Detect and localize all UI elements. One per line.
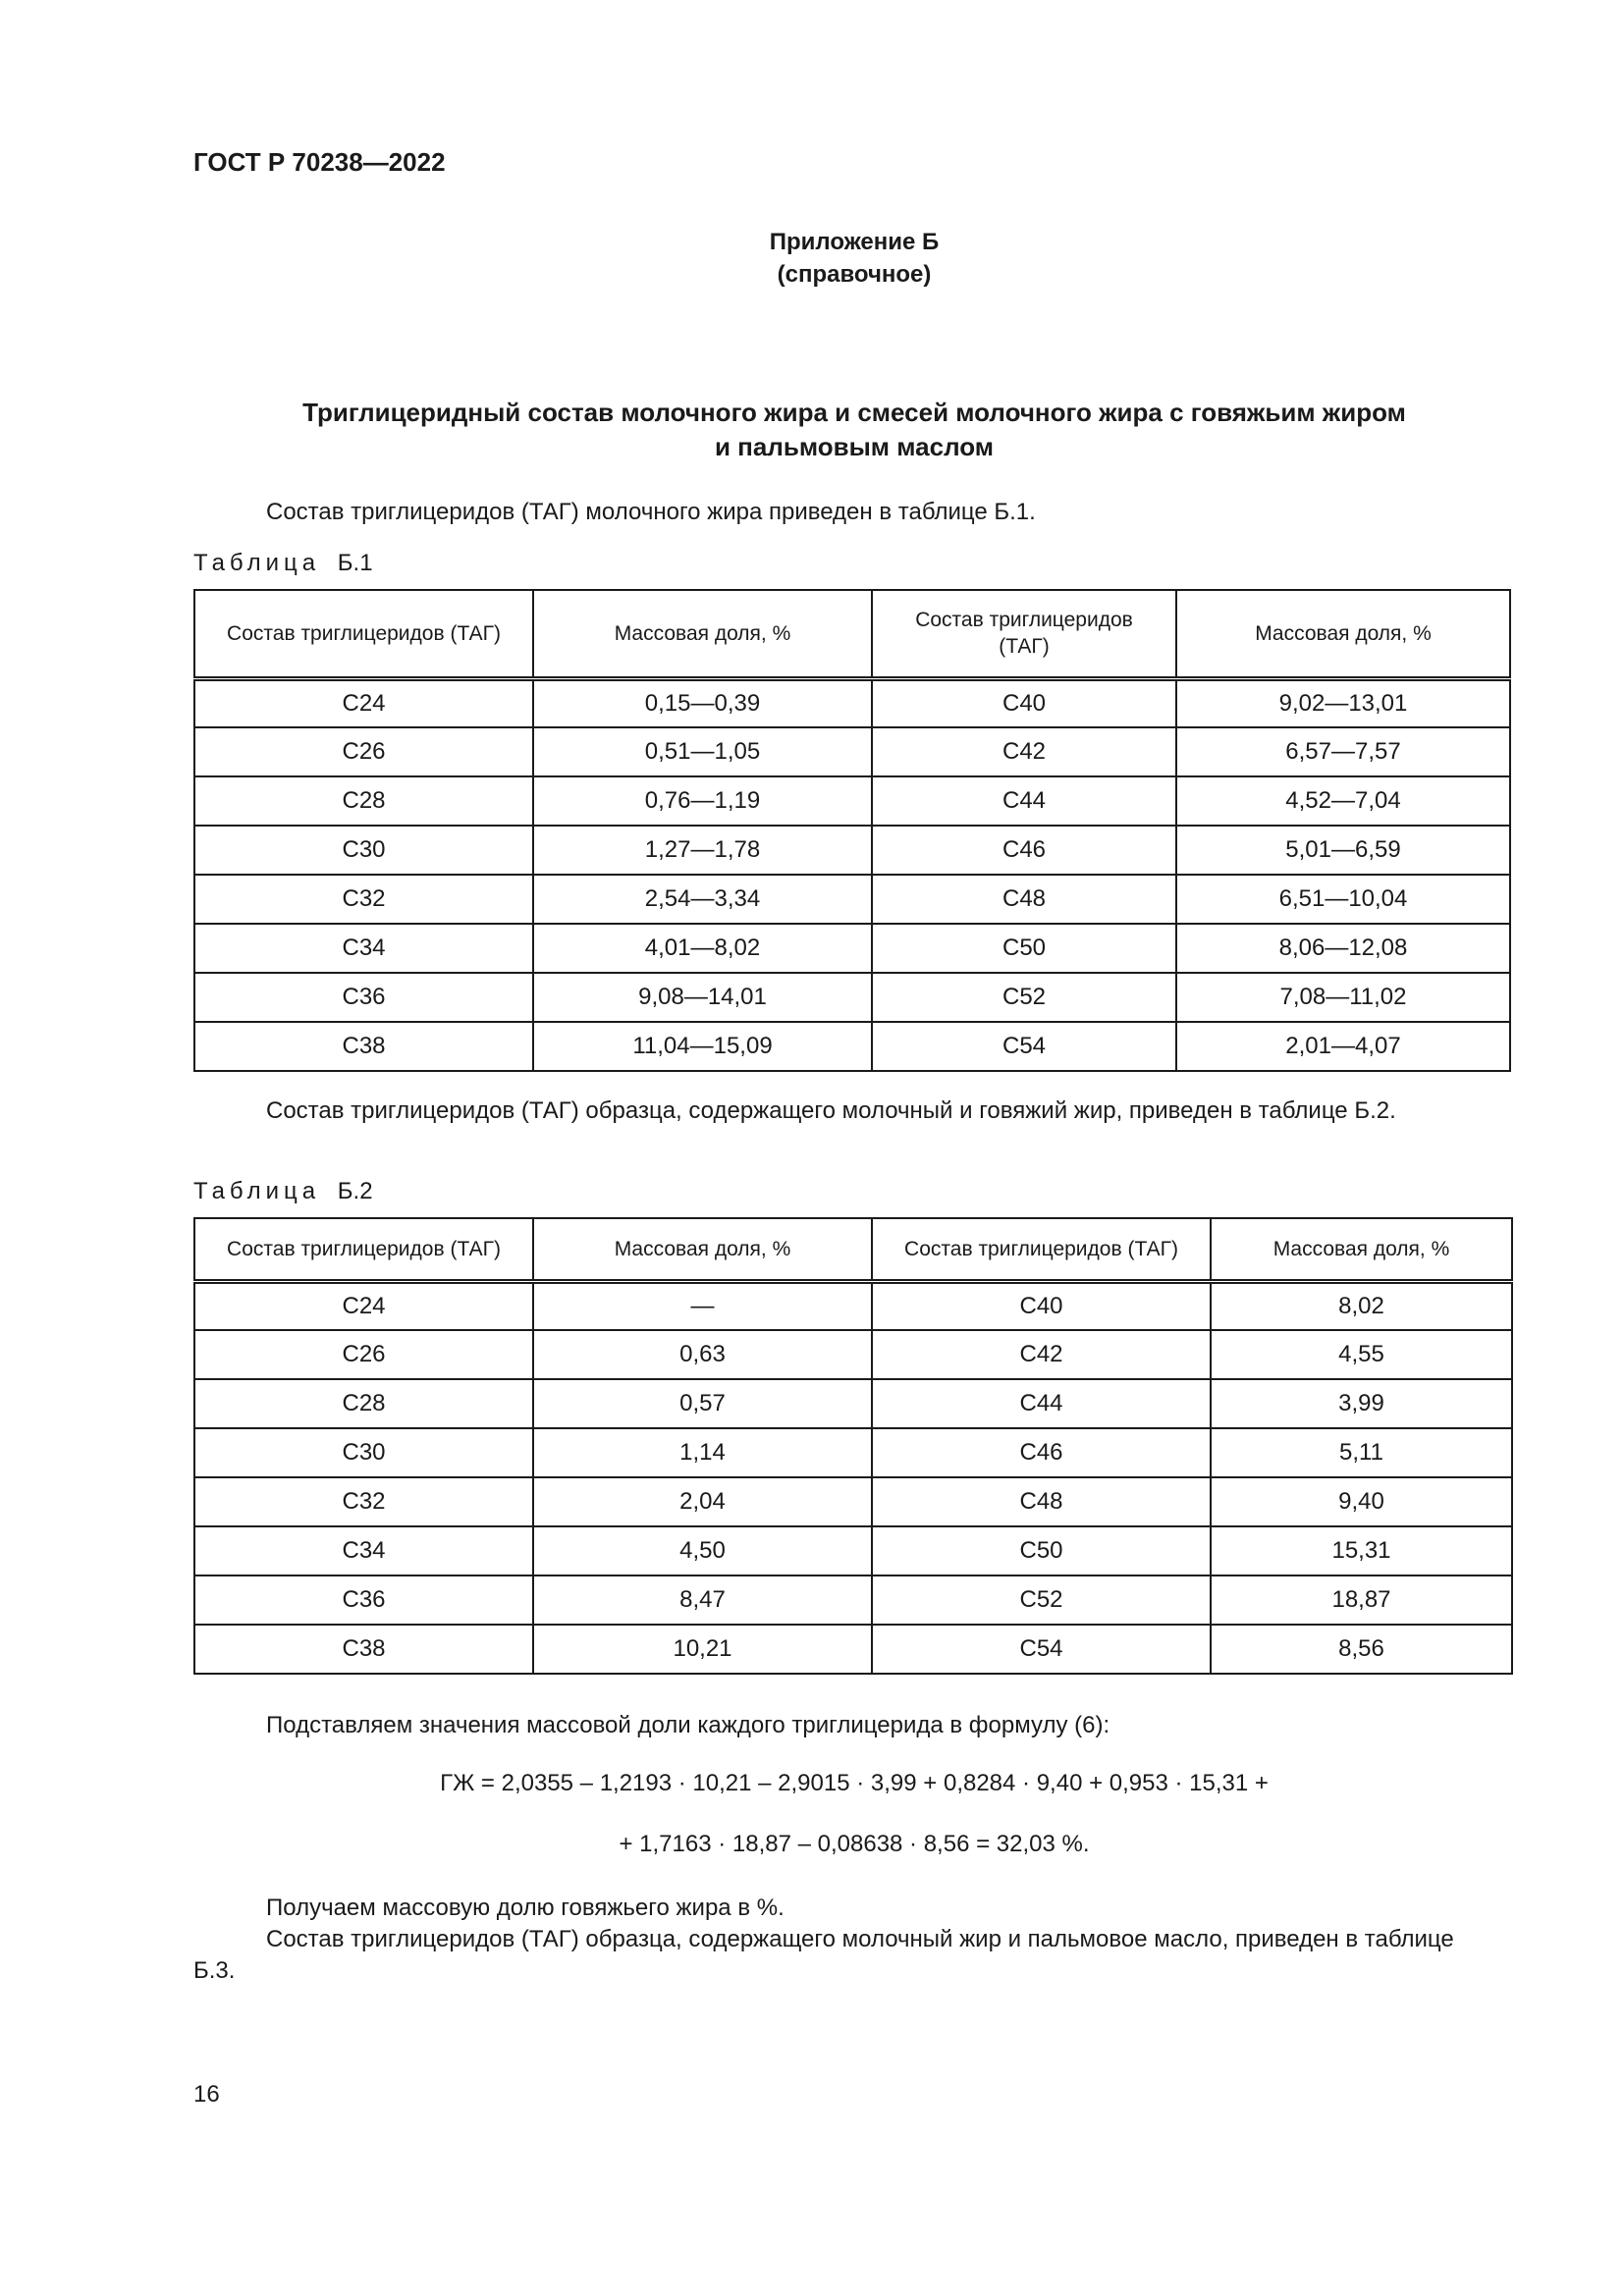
formula-intro: Подставляем значения массовой доли каждого триглицерида в формулу (6): bbox=[266, 1712, 1110, 1738]
table-cell: C28 bbox=[194, 1379, 533, 1428]
formula-line-2: + 1,7163 · 18,87 – 0,08638 · 8,56 = 32,03 %. bbox=[619, 1831, 1090, 1857]
table-header-cell: Массовая доля, % bbox=[533, 1218, 872, 1281]
table-header-cell: Состав триглицеридов (ТАГ) bbox=[872, 590, 1176, 678]
table-cell: C46 bbox=[872, 826, 1176, 875]
table-cell: C52 bbox=[872, 973, 1176, 1022]
table-cell: C50 bbox=[872, 1526, 1211, 1575]
table-b2-caption bbox=[193, 1178, 373, 1205]
table-cell: C28 bbox=[194, 776, 533, 826]
page-number: 16 bbox=[193, 2081, 220, 2108]
table-cell: C34 bbox=[194, 1526, 533, 1575]
table-cell: C40 bbox=[872, 678, 1176, 727]
table-cell: 4,52—7,04 bbox=[1176, 776, 1510, 826]
intro-table-b1: Состав триглицеридов (ТАГ) молочного жира приведен в таблице Б.1. bbox=[266, 499, 1036, 525]
table-row bbox=[194, 1526, 1512, 1575]
table-cell: 8,56 bbox=[1211, 1625, 1512, 1674]
result-text: Получаем массовую долю говяжьего жира в %. bbox=[266, 1895, 785, 1921]
table-cell: 1,14 bbox=[533, 1428, 872, 1477]
table-b1-caption bbox=[193, 550, 373, 577]
table-cell: C34 bbox=[194, 924, 533, 973]
table-cell: 0,76—1,19 bbox=[533, 776, 872, 826]
table-header-row bbox=[194, 1218, 1512, 1281]
table-cell: C44 bbox=[872, 776, 1176, 826]
table-cell: 10,21 bbox=[533, 1625, 872, 1674]
section-title bbox=[0, 396, 1624, 464]
table-row bbox=[194, 924, 1510, 973]
table-b1-caption-word: Таблица bbox=[193, 550, 321, 576]
table-b1-caption-number: Б.1 bbox=[337, 550, 373, 576]
table-cell: C36 bbox=[194, 1575, 533, 1625]
table-cell: — bbox=[533, 1281, 872, 1330]
table-cell: C26 bbox=[194, 1330, 533, 1379]
table-row bbox=[194, 973, 1510, 1022]
table-row bbox=[194, 1575, 1512, 1625]
table-row bbox=[194, 1428, 1512, 1477]
table-cell: C46 bbox=[872, 1428, 1211, 1477]
table-cell: 6,51—10,04 bbox=[1176, 875, 1510, 924]
table-cell: 2,04 bbox=[533, 1477, 872, 1526]
table-cell: 9,08—14,01 bbox=[533, 973, 872, 1022]
table-header-cell: Состав триглицеридов (ТАГ) bbox=[194, 590, 533, 678]
table-cell: 5,11 bbox=[1211, 1428, 1512, 1477]
table-row bbox=[194, 1330, 1512, 1379]
table-cell: C42 bbox=[872, 727, 1176, 776]
annex-title: Приложение Б bbox=[769, 229, 940, 255]
table-cell: 9,02—13,01 bbox=[1176, 678, 1510, 727]
table-row bbox=[194, 875, 1510, 924]
table-cell: 8,47 bbox=[533, 1575, 872, 1625]
table-cell: 9,40 bbox=[1211, 1477, 1512, 1526]
table-header-cell: Массовая доля, % bbox=[1211, 1218, 1512, 1281]
table-b2 bbox=[193, 1217, 1513, 1675]
annex-subtitle: (справочное) bbox=[777, 261, 932, 288]
table-cell: C32 bbox=[194, 875, 533, 924]
standard-number: ГОСТ Р 70238—2022 bbox=[193, 147, 446, 177]
table-b2-caption-number: Б.2 bbox=[337, 1178, 373, 1204]
table-b1 bbox=[193, 589, 1511, 1072]
table-cell: 0,57 bbox=[533, 1379, 872, 1428]
table-header-cell: Массовая доля, % bbox=[1176, 590, 1510, 678]
annex-heading bbox=[0, 226, 1624, 291]
table-cell: C32 bbox=[194, 1477, 533, 1526]
table-cell: C48 bbox=[872, 875, 1176, 924]
table-row bbox=[194, 826, 1510, 875]
table-cell: C50 bbox=[872, 924, 1176, 973]
table-cell: 6,57—7,57 bbox=[1176, 727, 1510, 776]
table-cell: 0,51—1,05 bbox=[533, 727, 872, 776]
intro-table-b3-continued: Б.3. bbox=[193, 1957, 236, 1984]
intro-table-b3: Состав триглицеридов (ТАГ) образца, содержащего молочный жир и пальмовое масло, приведен в таблице bbox=[266, 1926, 1454, 1952]
table-cell: C54 bbox=[872, 1625, 1211, 1674]
table-cell: 0,15—0,39 bbox=[533, 678, 872, 727]
table-cell: C26 bbox=[194, 727, 533, 776]
table-cell: C48 bbox=[872, 1477, 1211, 1526]
table-header-cell: Массовая доля, % bbox=[533, 590, 872, 678]
table-cell: 8,06—12,08 bbox=[1176, 924, 1510, 973]
formula-line-1: ГЖ = 2,0355 – 1,2193 · 10,21 – 2,9015 · 3,99 + 0,8284 · 9,40 + 0,953 · 15,31 + bbox=[440, 1770, 1269, 1796]
table-cell: C54 bbox=[872, 1022, 1176, 1071]
table-row bbox=[194, 1625, 1512, 1674]
table-cell: 15,31 bbox=[1211, 1526, 1512, 1575]
table-cell: 8,02 bbox=[1211, 1281, 1512, 1330]
table-header-row bbox=[194, 590, 1510, 678]
table-cell: C24 bbox=[194, 1281, 533, 1330]
table-cell: C30 bbox=[194, 826, 533, 875]
table-header-cell: Состав триглицеридов (ТАГ) bbox=[194, 1218, 533, 1281]
section-title-line1: Триглицеридный состав молочного жира и смесей молочного жира с говяжьим жиром bbox=[302, 398, 1406, 427]
table-cell: C38 bbox=[194, 1022, 533, 1071]
table-cell: 5,01—6,59 bbox=[1176, 826, 1510, 875]
table-cell: 2,54—3,34 bbox=[533, 875, 872, 924]
table-cell: 4,55 bbox=[1211, 1330, 1512, 1379]
table-row bbox=[194, 1379, 1512, 1428]
table-row bbox=[194, 776, 1510, 826]
table-row bbox=[194, 1022, 1510, 1071]
table-cell: 11,04—15,09 bbox=[533, 1022, 872, 1071]
table-cell: 4,01—8,02 bbox=[533, 924, 872, 973]
table-cell: 7,08—11,02 bbox=[1176, 973, 1510, 1022]
table-b2-caption-word: Таблица bbox=[193, 1178, 321, 1204]
table-cell: C38 bbox=[194, 1625, 533, 1674]
table-row bbox=[194, 727, 1510, 776]
table-cell: 2,01—4,07 bbox=[1176, 1022, 1510, 1071]
table-cell: 3,99 bbox=[1211, 1379, 1512, 1428]
table-cell: 1,27—1,78 bbox=[533, 826, 872, 875]
table-cell: 18,87 bbox=[1211, 1575, 1512, 1625]
intro-table-b2: Состав триглицеридов (ТАГ) образца, содержащего молочный и говяжий жир, приведен в таблице Б.2. bbox=[266, 1097, 1396, 1124]
table-cell: C36 bbox=[194, 973, 533, 1022]
table-cell: C42 bbox=[872, 1330, 1211, 1379]
table-cell: C44 bbox=[872, 1379, 1211, 1428]
table-cell: C24 bbox=[194, 678, 533, 727]
table-cell: 4,50 bbox=[533, 1526, 872, 1575]
table-cell: C40 bbox=[872, 1281, 1211, 1330]
table-header-cell: Состав триглицеридов (ТАГ) bbox=[872, 1218, 1211, 1281]
table-row bbox=[194, 1281, 1512, 1330]
table-cell: C30 bbox=[194, 1428, 533, 1477]
table-row bbox=[194, 678, 1510, 727]
table-row bbox=[194, 1477, 1512, 1526]
table-cell: 0,63 bbox=[533, 1330, 872, 1379]
section-title-line2: и пальмовым маслом bbox=[714, 432, 995, 461]
table-cell: C52 bbox=[872, 1575, 1211, 1625]
